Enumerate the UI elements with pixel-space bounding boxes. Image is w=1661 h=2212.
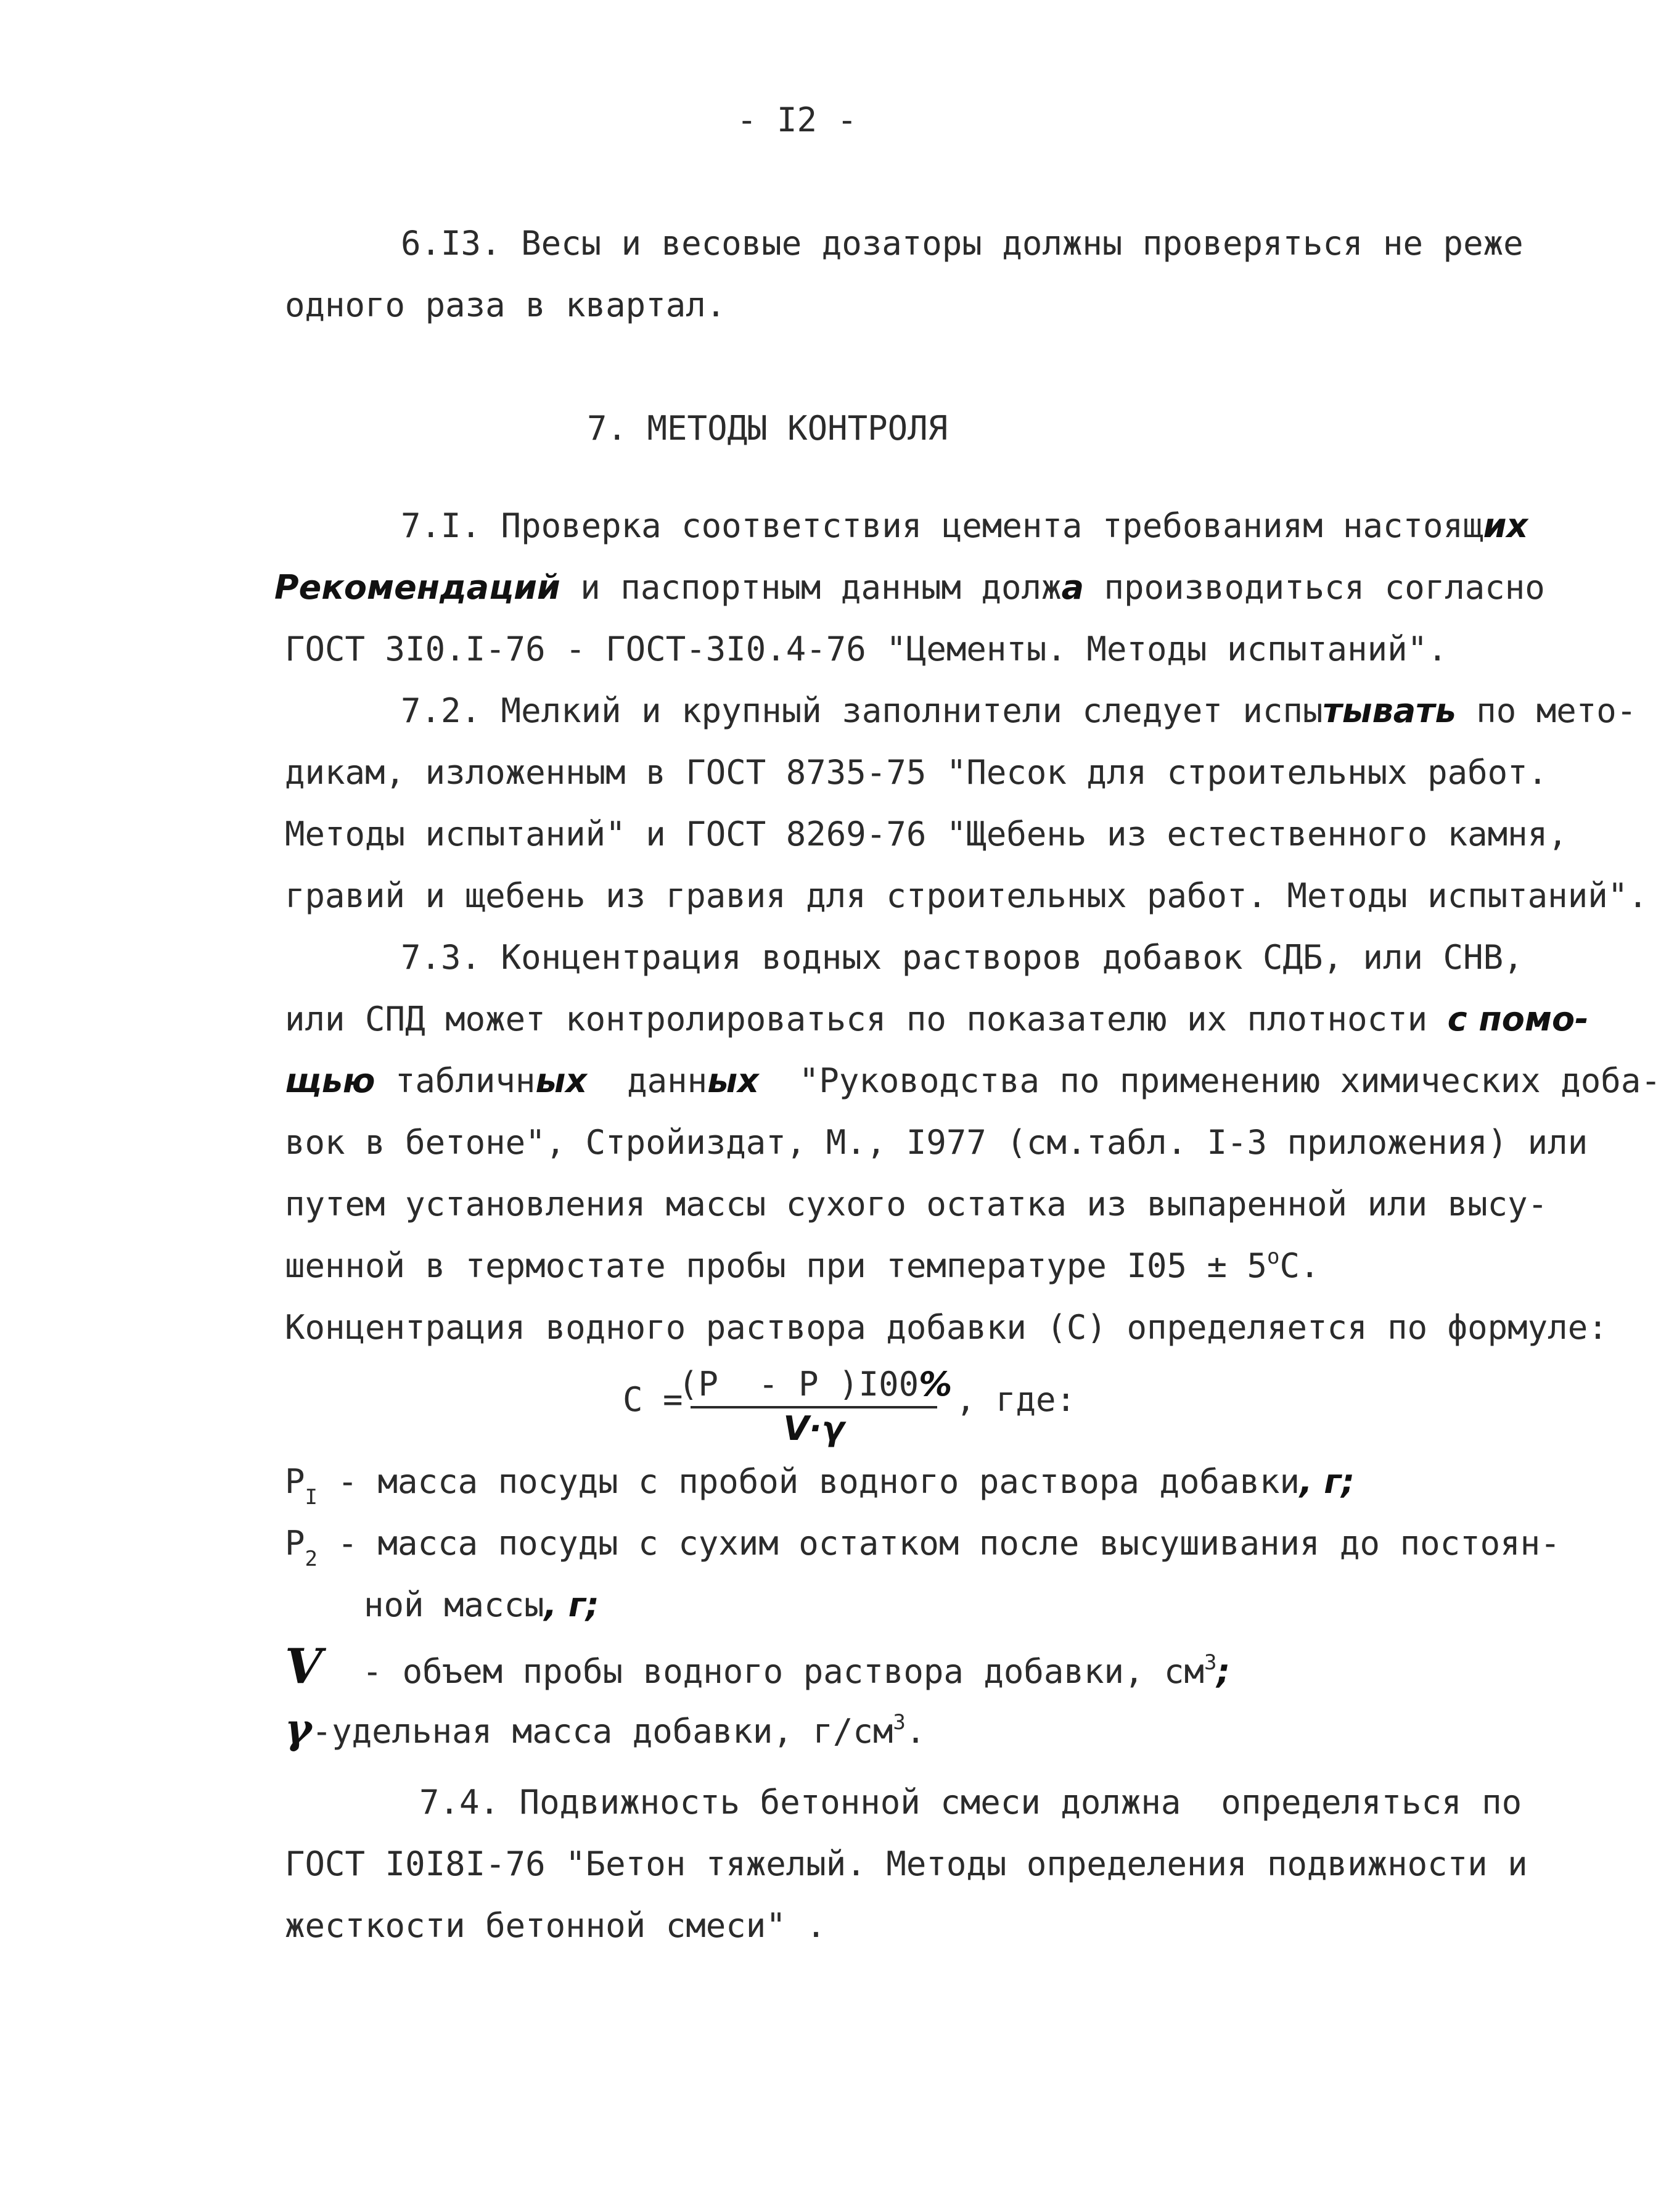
paragraph-6-13-line-1: 6.I3. Весы и весовые дозаторы должны проверяться не реже (401, 224, 1524, 263)
paragraph-7-4-line-1: 7.4. Подвижность бетонной смеси должна определяться по (419, 1783, 1522, 1822)
paragraph-7-1-line-2 (274, 566, 1545, 609)
symbol-subscript: I (305, 1485, 318, 1510)
paragraph-7-2-line-1 (401, 689, 1636, 733)
handwritten-correction: , г; (1300, 1462, 1355, 1501)
celsius-unit: С. (1279, 1246, 1320, 1285)
handwritten-correction: Рекомендаций (274, 568, 560, 607)
paragraph-7-3-line-2 (285, 998, 1589, 1041)
formula-denominator: V·γ (783, 1409, 845, 1448)
section-title: 7. МЕТОДЫ КОНТРОЛЯ (587, 409, 948, 448)
paragraph-6-13-line-2: одного раза в квартал. (285, 286, 726, 324)
formula-numerator-text: (Р - Р )I00 (678, 1365, 919, 1404)
paragraph-7-1-line-1-typed: 7.I. Проверка соответствия цемента требованиям настоящ (401, 506, 1483, 545)
handwritten-correction: щью (285, 1061, 375, 1100)
paragraph-7-3-line-2-typed: или СПД может контролироваться по показателю их плотности (285, 1000, 1448, 1038)
superscript: 3 (893, 1710, 906, 1735)
plus-minus-sign: ± (1207, 1246, 1228, 1285)
page-number: - I2 - (736, 101, 858, 139)
paragraph-7-2-line-4: гравий и щебень из гравия для строительных работ. Методы испытаний". (285, 876, 1648, 915)
definition-end: . (905, 1712, 926, 1751)
definition-text: -удельная масса добавки, г/см (311, 1712, 893, 1751)
paragraph-7-3-line-1: 7.3. Концентрация водных растворов добавок СДБ, или СНВ, (401, 938, 1524, 977)
paragraph-7-2-line-1-typed: 7.2. Мелкий и крупный заполнители следует испы (401, 691, 1323, 730)
paragraph-7-1-line-1 (401, 504, 1528, 548)
paragraph-7-3-line-5: путем установления массы сухого остатка из выпаренной или высу- (285, 1185, 1548, 1223)
formula-lhs: С = (623, 1380, 683, 1419)
paragraph-7-3-line-6 (285, 1244, 1320, 1292)
handwritten-correction: их (1483, 506, 1528, 545)
definition-gamma (285, 1704, 926, 1758)
definition-v (285, 1638, 1231, 1698)
definition-p2-continuation (364, 1584, 599, 1627)
handwritten-correction: с помо- (1447, 1000, 1589, 1038)
handwritten-correction: , г; (544, 1585, 599, 1624)
symbol-subscript: 2 (305, 1547, 318, 1571)
definition-text-cont: ной массы (364, 1585, 544, 1624)
symbol-p: Р (285, 1462, 305, 1501)
paragraph-7-3-line-3-typed-c: "Руководства по применению химических доба- (758, 1061, 1661, 1100)
handwritten-correction: ых (535, 1061, 588, 1100)
handwritten-correction: ых (707, 1061, 759, 1100)
paragraph-7-2-line-1-typed-end: по мето- (1456, 691, 1637, 730)
formula-numerator (678, 1363, 953, 1406)
paragraph-7-3-line-3-typed-a: табличн (375, 1061, 536, 1100)
paragraph-7-3-line-4: вок в бетоне", Стройиздат, М., I977 (см.табл. I-3 приложения) или (285, 1123, 1588, 1162)
paragraph-7-3-line-3 (285, 1059, 1661, 1103)
paragraph-7-4-line-2: ГОСТ I0I8I-76 "Бетон тяжелый. Методы определения подвижности и (285, 1844, 1528, 1883)
degree-mark: о (1267, 1244, 1280, 1269)
paragraph-7-2-line-2: дикам, изложенным в ГОСТ 8735-75 "Песок для строительных работ. (285, 753, 1548, 792)
paragraph-7-1-line-2-typed-end: производиться согласно (1084, 568, 1545, 607)
symbol-v: V (285, 1638, 322, 1695)
definition-end: ; (1216, 1652, 1231, 1691)
definition-text: - масса посуды с сухим остатком после высушивания до постоян- (318, 1524, 1561, 1563)
paragraph-7-3-line-7: Концентрация водного раствора добавки (С) определяется по формуле: (285, 1308, 1608, 1347)
formula-rhs: , где: (956, 1380, 1077, 1419)
handwritten-correction: тывать (1323, 691, 1456, 730)
temperature-value: 5 (1227, 1246, 1268, 1285)
paragraph-7-3-line-3-typed-b: данн (587, 1061, 708, 1100)
paragraph-7-1-line-3: ГОСТ 3I0.I-76 - ГОСТ-3I0.4-76 "Цементы. Методы испытаний". (285, 630, 1448, 668)
formula-percent: % (919, 1365, 953, 1404)
paragraph-7-3-line-6-text: шенной в термостате пробы при температуре I05 (285, 1246, 1207, 1285)
definition-p1 (285, 1460, 1355, 1508)
superscript: 3 (1204, 1650, 1217, 1675)
symbol-p: Р (285, 1524, 305, 1563)
definition-text: - объем пробы водного раствора добавки, см (322, 1652, 1205, 1691)
paragraph-7-2-line-3: Методы испытаний" и ГОСТ 8269-76 "Щебень из естественного камня, (285, 815, 1568, 853)
handwritten-correction: а (1061, 568, 1085, 607)
definition-p2 (285, 1522, 1561, 1569)
definition-text: - масса посуды с пробой водного раствора добавки (318, 1462, 1300, 1501)
paragraph-7-4-line-3: жесткости бетонной смеси" . (285, 1906, 826, 1945)
paragraph-7-1-line-2-typed: и паспортным данным долж (560, 568, 1062, 607)
symbol-gamma: γ (285, 1704, 312, 1753)
